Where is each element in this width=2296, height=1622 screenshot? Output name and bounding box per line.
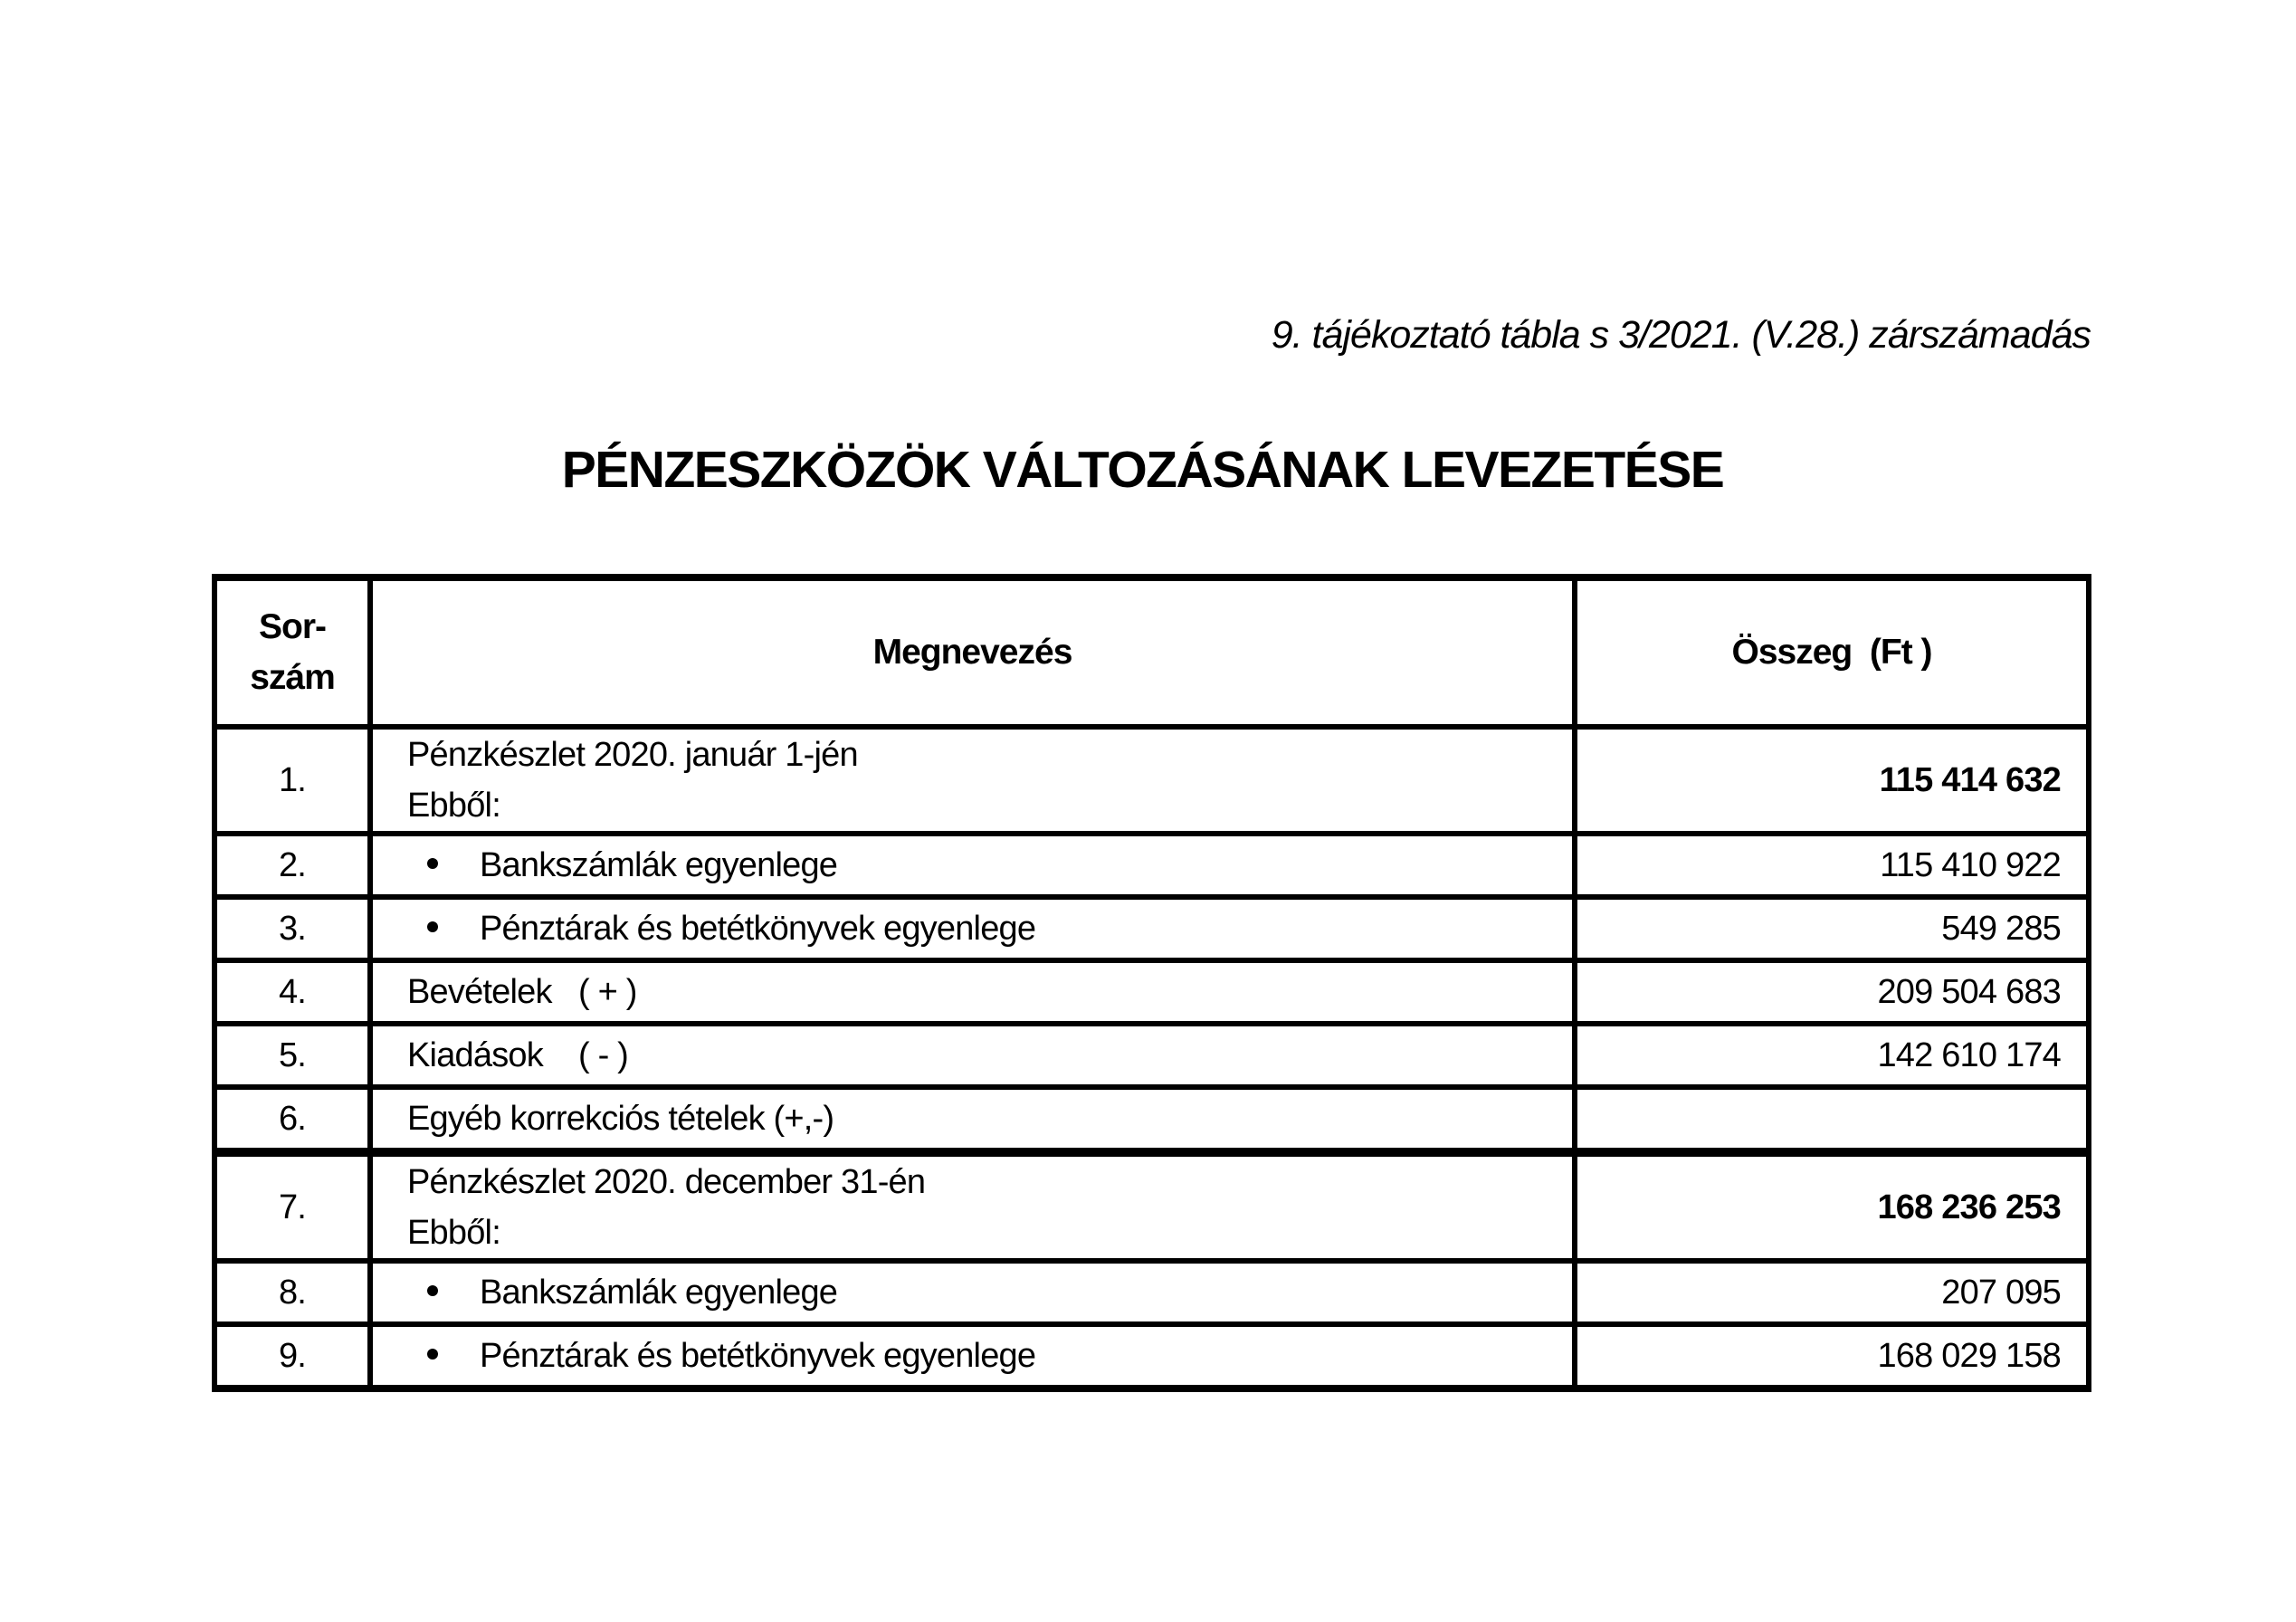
row-number: 2.	[214, 834, 370, 897]
bullet-icon	[373, 846, 480, 885]
bullet-icon	[373, 910, 480, 949]
row-number: 5.	[214, 1024, 370, 1087]
row-label	[370, 1152, 1575, 1261]
row-label-main: Pénzkészlet 2020. január 1-jén	[407, 736, 858, 774]
row-value	[1575, 1087, 2089, 1152]
row-number: 7.	[214, 1152, 370, 1261]
row-sublabel: Ebből:	[407, 1214, 500, 1252]
bullet-icon	[373, 1274, 480, 1312]
row-sublabel: Ebből:	[407, 787, 500, 825]
table-row	[214, 1087, 2089, 1152]
row-label-text: Pénztárak és betétkönyvek egyenlege	[480, 909, 1036, 948]
table-row	[214, 1024, 2089, 1087]
table-row	[214, 1152, 2089, 1261]
header-sorszam-line2: szám	[250, 658, 335, 697]
row-value: 168 029 158	[1575, 1324, 2089, 1388]
row-label-text: Pénztárak és betétkönyvek egyenlege	[480, 1336, 1036, 1375]
row-value: 207 095	[1575, 1261, 2089, 1324]
table-row	[214, 834, 2089, 897]
header-osszeg: Összeg (Ft )	[1575, 577, 2089, 727]
row-label	[370, 1324, 1575, 1388]
document-title-text: PÉNZESZKÖZÖK VÁLTOZÁSÁNAK LEVEZETÉSE	[561, 441, 1724, 499]
row-label: Bevételek ( + )	[370, 960, 1575, 1024]
row-value: 209 504 683	[1575, 960, 2089, 1024]
bullet-icon	[373, 1337, 480, 1376]
header-sorszam-line1: Sor-	[259, 607, 326, 646]
row-number: 3.	[214, 897, 370, 960]
row-label: Egyéb korrekciós tételek (+,-)	[370, 1087, 1575, 1152]
header-megnevezes: Megnevezés	[370, 577, 1575, 727]
row-number: 9.	[214, 1324, 370, 1388]
row-value: 115 414 632	[1575, 727, 2089, 834]
document-subtitle: 9. tájékoztató tábla s 3/2021. (V.28.) zárszámadás	[1271, 313, 2091, 357]
row-label-main: Pénzkészlet 2020. december 31-én	[407, 1163, 926, 1201]
row-value: 549 285	[1575, 897, 2089, 960]
row-label	[370, 727, 1575, 834]
table-row	[214, 727, 2089, 834]
row-value: 168 236 253	[1575, 1152, 2089, 1261]
row-label-text: Bankszámlák egyenlege	[480, 1273, 838, 1312]
row-value: 115 410 922	[1575, 834, 2089, 897]
row-label-text: Bankszámlák egyenlege	[480, 845, 838, 884]
row-value: 142 610 174	[1575, 1024, 2089, 1087]
table-row	[214, 897, 2089, 960]
row-label: Kiadások ( - )	[370, 1024, 1575, 1087]
row-number: 6.	[214, 1087, 370, 1152]
row-label	[370, 1261, 1575, 1324]
row-label	[370, 897, 1575, 960]
table-header-row	[214, 577, 2089, 727]
row-label	[370, 834, 1575, 897]
table-row	[214, 960, 2089, 1024]
document-title	[0, 440, 2296, 500]
row-number: 1.	[214, 727, 370, 834]
row-number: 8.	[214, 1261, 370, 1324]
header-sorszam	[214, 577, 370, 727]
cash-flow-table	[212, 574, 2091, 1392]
table-row	[214, 1261, 2089, 1324]
table-row	[214, 1324, 2089, 1388]
row-number: 4.	[214, 960, 370, 1024]
